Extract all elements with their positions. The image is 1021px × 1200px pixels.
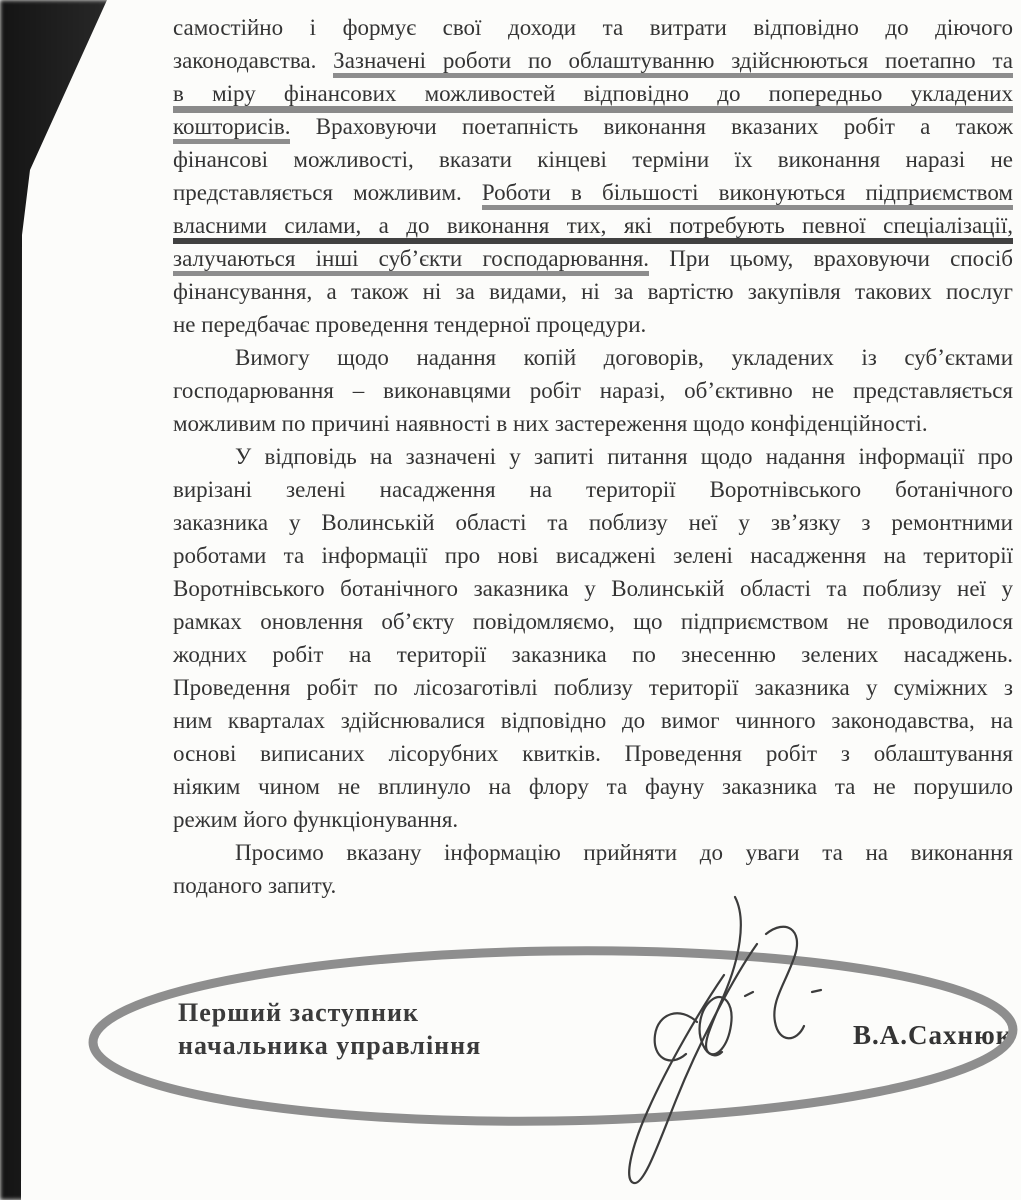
- text-segment: господарювання – виконавцями робіт наразі, об’єктивно не представляється: [173, 378, 1013, 403]
- text-line: [173, 704, 1013, 737]
- text-segment: роботами та інформації про нові висаджені зелені насадження на території: [173, 543, 1013, 568]
- text-line: [173, 209, 1013, 242]
- text-segment: самостійно і формує свої доходи та витрати відповідно до діючого: [173, 15, 1013, 40]
- text-line: [173, 770, 1013, 803]
- underlined-text: в міру фінансових можливостей відповідно до попередньо укладених: [173, 81, 1013, 113]
- underlined-text: Зазначені роботи по облаштуванню здійснюються поетапно та: [333, 48, 1013, 78]
- text-line: [173, 242, 1013, 275]
- underlined-text: власними силами, а до виконання тих, які потребують певної спеціалізації,: [173, 213, 1013, 244]
- text-line: [173, 176, 1013, 209]
- text-segment: заказника у Волинській області та поблизу неї у зв’язку з ремонтними: [173, 510, 1013, 535]
- text-line: [173, 143, 1013, 176]
- text-segment: поданого запиту.: [173, 873, 337, 898]
- text-segment: Проведення робіт по лісозаготівлі поблизу території заказника у суміжних з: [173, 675, 1013, 700]
- text-segment: Враховуючи поетапність виконання вказаних робіт а також: [290, 114, 1013, 139]
- text-segment: представляється можливим.: [173, 180, 482, 205]
- text-line: [173, 737, 1013, 770]
- text-line: [173, 539, 1013, 572]
- text-line: [173, 473, 1013, 506]
- text-segment: При цьому, враховуючи спосіб: [649, 246, 1013, 271]
- text-segment: можливим по причині наявності в них застереження щодо конфіденційності.: [173, 411, 928, 436]
- text-line: [173, 44, 1013, 77]
- text-segment: У відповідь на зазначені у запиті питання щодо надання інформації про: [235, 444, 1013, 469]
- text-line: [173, 605, 1013, 638]
- document-body: [173, 11, 1013, 902]
- text-line: [173, 11, 1013, 44]
- text-segment: не передбачає проведення тендерної процедури.: [173, 312, 647, 337]
- text-line: [173, 308, 1013, 341]
- text-segment: Вимогу щодо надання копій договорів, укладених із суб’єктами: [235, 345, 1013, 370]
- signer-title-line1: Перший заступник: [178, 998, 419, 1027]
- text-segment: фінансування, а також ні за видами, ні за вартістю закупівля такових послуг: [173, 279, 1013, 304]
- text-line: [173, 341, 1013, 374]
- underlined-text: кошторисів.: [173, 114, 290, 144]
- text-segment: Просимо вказану інформацію прийняти до уваги та на виконання: [235, 840, 1013, 865]
- text-segment: фінансові можливості, вказати кінцеві терміни їх виконання наразі не: [173, 147, 1013, 172]
- text-segment: жодних робіт на території заказника по знесенню зелених насаджень.: [173, 642, 1013, 667]
- text-segment: рамках оновлення об’єкту повідомляємо, що підприємством не проводилося: [173, 609, 1013, 634]
- text-line: [173, 506, 1013, 539]
- text-line: [173, 77, 1013, 110]
- text-segment: основі виписаних лісорубних квитків. Проведення робіт з облаштування: [173, 741, 1013, 766]
- text-line: [173, 572, 1013, 605]
- signer-name: В.А.Сахнюк: [853, 1020, 1013, 1050]
- text-line: [173, 803, 1013, 836]
- underlined-text: залучаються інші суб’єкти господарювання.: [173, 246, 649, 276]
- text-segment: режим його функціонування.: [173, 807, 459, 832]
- text-line: [173, 836, 1013, 869]
- text-line: [173, 869, 1013, 902]
- text-line: [173, 110, 1013, 143]
- text-segment: законодавства.: [173, 48, 334, 73]
- text-line: [173, 440, 1013, 473]
- text-segment: ним кварталах здійснювалися відповідно до вимог чинного законодавства, на: [173, 708, 1013, 733]
- underlined-text: Роботи в більшості виконуються підприємством: [482, 180, 1013, 210]
- text-line: [173, 407, 1013, 440]
- text-segment: вирізані зелені насадження на території Воротнівського ботанічного: [173, 477, 1013, 502]
- text-line: [173, 374, 1013, 407]
- text-line: [173, 638, 1013, 671]
- scanner-edge-artifact: [0, 0, 140, 1200]
- text-segment: ніяким чином не вплинуло на флору та фауну заказника та не порушило: [173, 774, 1013, 799]
- text-line: [173, 671, 1013, 704]
- handwritten-signature-icon: [629, 897, 821, 1183]
- text-segment: Воротнівського ботанічного заказника у Волинській області та поблизу неї у: [173, 576, 1013, 601]
- text-line: [173, 275, 1013, 308]
- signer-title-line2: начальника управління: [178, 1031, 482, 1060]
